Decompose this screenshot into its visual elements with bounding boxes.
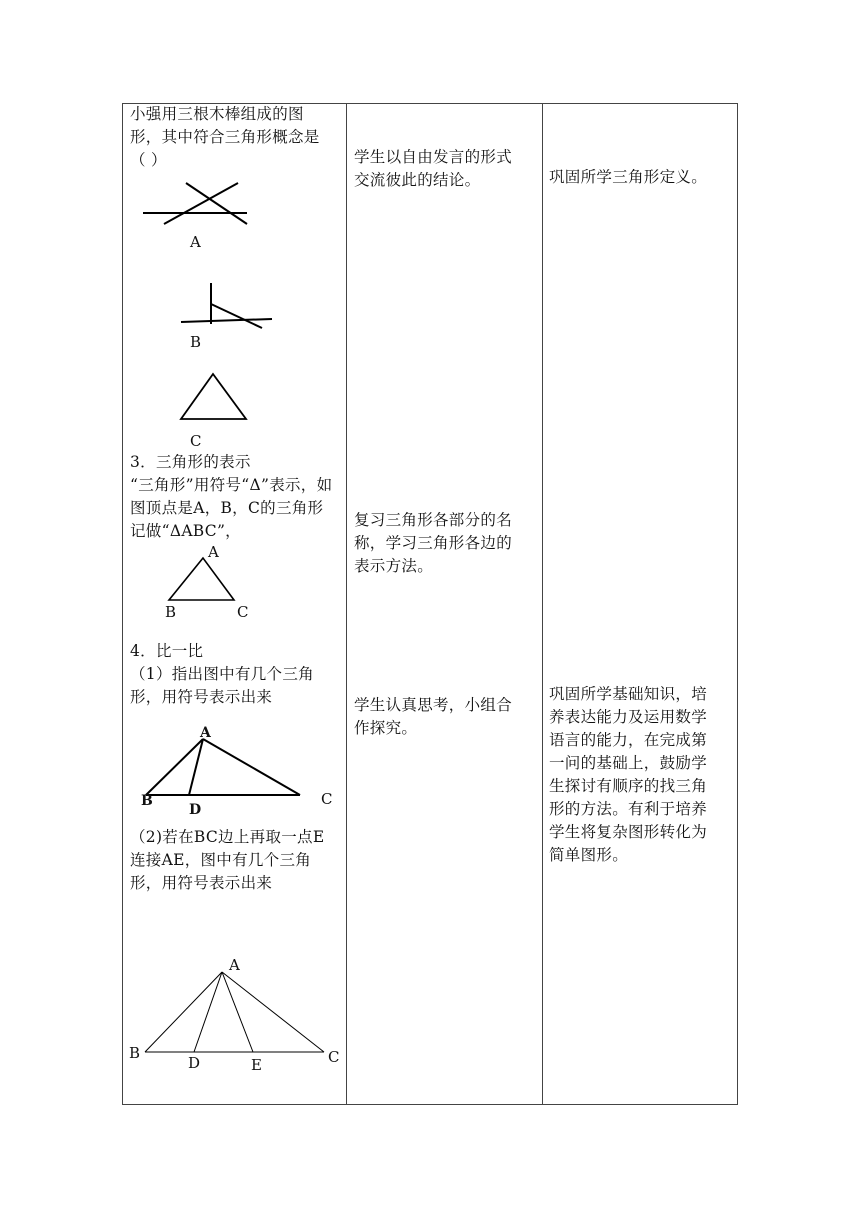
tri-label-a: A (208, 543, 219, 561)
q4-title: 4．比一比 (130, 642, 204, 660)
q2-text: 小强用三根木棒组成的图 形，其中符合三角形概念是 （ ） (130, 105, 320, 169)
fig2-label-d: D (188, 1054, 201, 1072)
fig2-label-a: A (229, 956, 240, 974)
q3-block: 3．三角形的表示 “三角形”用符号“Δ”表示，如 图顶点是A，B，C的三角形 记做“ΔABC”， (130, 451, 340, 543)
option-b-label: B (190, 333, 202, 351)
col2-row3: 学生认真思考，小组合 作探究。 (354, 696, 513, 737)
col3-row1: 巩固所学三角形定义。 (549, 168, 708, 186)
fig2-label-e: E (251, 1056, 262, 1074)
option-c-label: C (190, 432, 202, 450)
col3-row3: 巩固所学基础知识，培 养表达能力及运用数学 语言的能力，在完成第 一问的基础上，鼓励学 生探讨有顺序的找三角 形的方法。有利于培养 学生将复杂图形转化为 简单图形。 (549, 685, 708, 864)
q4-block: 4．比一比 （1）指出图中有几个三角 形，用符号表示出来 (130, 640, 340, 709)
q3-title: 3．三角形的表示 (130, 453, 251, 471)
fig2-label-b: B (129, 1044, 141, 1062)
tri-label-b: B (165, 603, 177, 621)
tri-label-c: C (237, 603, 249, 621)
col2-row1: 学生以自由发言的形式 交流彼此的结论。 (354, 148, 513, 189)
q4-sub2: （2)若在BC边上再取一点E 连接AE，图中有几个三角 形，用符号表示出来 (130, 828, 325, 892)
fig1-label-a: A (200, 725, 211, 741)
fig2-label-c: C (328, 1048, 340, 1066)
col2-row2: 复习三角形各部分的名 称，学习三角形各边的 表示方法。 (354, 511, 513, 575)
fig1-label-d: D (189, 802, 202, 818)
option-a-label: A (190, 233, 201, 251)
fig1-label-c: C (321, 790, 333, 808)
fig1-label-b: B (141, 793, 153, 809)
